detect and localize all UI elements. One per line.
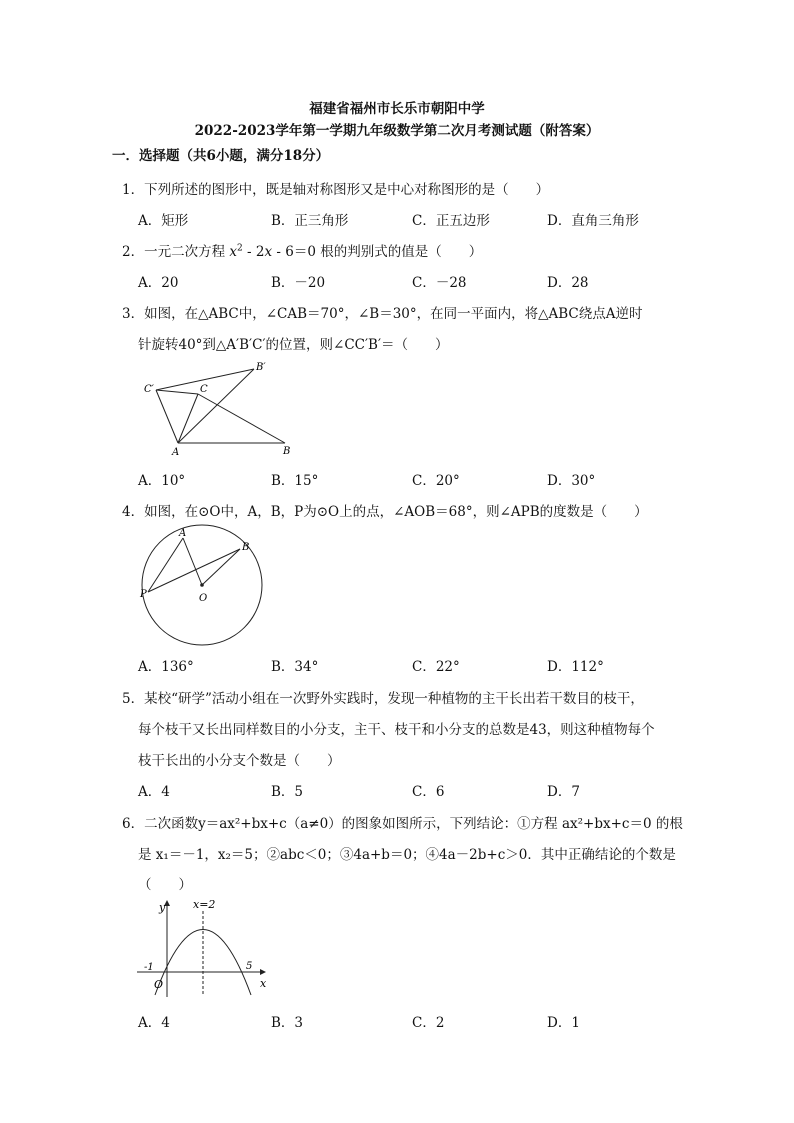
question-text: 如图，在△ABC中，∠CAB＝70°，∠B＝30°，在同一平面内，将△ABC绕点A逆时 xyxy=(144,306,643,322)
figure-parabola xyxy=(137,895,277,1000)
label-c: C xyxy=(200,384,208,395)
segment-cb xyxy=(198,394,285,443)
option-d: D．7 xyxy=(547,784,580,800)
question-number: 3． xyxy=(122,306,145,322)
option-c: C．2 xyxy=(412,1015,445,1031)
segment-ab-prime xyxy=(178,369,254,443)
question-4 xyxy=(122,500,648,520)
option-a: A．4 xyxy=(138,784,170,800)
question-text: 下列所述的图形中，既是轴对称图形又是中心对称图形的是（ ） xyxy=(144,182,550,198)
option-b: B．15° xyxy=(271,473,319,489)
question-2 xyxy=(122,240,482,260)
center-point xyxy=(200,583,204,587)
question-text: 如图，在⊙O中，A，B，P为⊙O上的点，∠AOB＝68°，则∠APB的度数是（ ） xyxy=(144,504,648,520)
option-d: D．1 xyxy=(547,1015,580,1031)
label-o: O xyxy=(199,593,208,604)
label-b: B xyxy=(242,542,250,553)
question-1 xyxy=(122,178,549,198)
option-d: D．30° xyxy=(547,473,596,489)
segment-cc-prime xyxy=(156,390,198,394)
exponent: 2 xyxy=(237,243,243,254)
option-b: B．3 xyxy=(271,1015,304,1031)
question-text-part: - 2 xyxy=(242,244,265,260)
label-5: 5 xyxy=(246,961,253,972)
label-a: A xyxy=(179,528,187,539)
option-c: C．正五边形 xyxy=(412,213,490,229)
title-line-1: 福建省福州市长乐市朝阳中学 xyxy=(309,101,485,117)
option-a: A．矩形 xyxy=(138,213,189,229)
question-text: 二次函数y＝ax²+bx+c（a≠0）的图象如图所示，下列结论：①方程 ax²+bx+c＝0 的根 xyxy=(144,816,683,832)
option-a: A．4 xyxy=(138,1015,170,1031)
label-x: x xyxy=(260,977,267,990)
option-a: A．10° xyxy=(138,473,186,489)
question-text-part: 一元二次方程 xyxy=(144,244,230,260)
question-number: 6． xyxy=(122,816,145,832)
question-5-line-3: 枝干长出的小分支个数是（ ） xyxy=(138,753,341,769)
question-3-line-1 xyxy=(122,302,643,322)
question-number: 2． xyxy=(122,244,145,260)
label-symmetry-axis: x=2 xyxy=(193,898,216,911)
label-a: A xyxy=(172,447,180,458)
label-neg1: -1 xyxy=(144,962,154,973)
option-b: B．正三角形 xyxy=(271,213,349,229)
option-c: C．20° xyxy=(412,473,460,489)
question-6-line-3: （ ） xyxy=(138,877,192,893)
question-number: 5． xyxy=(122,691,145,707)
question-number: 4． xyxy=(122,504,145,520)
option-c: C．－28 xyxy=(412,275,467,291)
question-5-line-2: 每个枝干又长出同样数目的小分支，主干、枝干和小分支的总数是43，则这种植物每个 xyxy=(138,722,655,738)
question-text-part: - 6＝0 根的判别式的值是（ ） xyxy=(272,244,483,260)
option-d: D．28 xyxy=(547,275,589,291)
question-text: 某校“研学”活动小组在一次野外实践时，发现一种植物的主干长出若干数目的枝干， xyxy=(144,691,644,707)
option-a: A．20 xyxy=(138,275,179,291)
option-c: C．22° xyxy=(412,659,460,675)
option-b: B．5 xyxy=(271,784,304,800)
question-3-line-2: 针旋转40°到△A′B′C′的位置，则∠CC′B′＝（ ） xyxy=(138,337,449,353)
variable-x: x xyxy=(229,244,238,260)
label-origin: O xyxy=(154,978,164,991)
question-5-line-1 xyxy=(122,687,644,707)
option-b: B．34° xyxy=(271,659,319,675)
figure-rotated-triangle xyxy=(140,358,300,458)
label-b: B xyxy=(283,446,291,457)
figure-circle xyxy=(138,525,268,655)
question-6-line-2: 是 x₁＝－1，x₂＝5；②abc＜0；③4a+b＝0；④4a－2b+c＞0．其中正确结论的个数是 xyxy=(138,847,676,863)
title-line-2: 2022-2023学年第一学期九年级数学第二次月考测试题（附答案） xyxy=(194,123,600,139)
segment-ob xyxy=(202,549,240,585)
label-c-prime: C′ xyxy=(144,384,154,395)
option-d: D．直角三角形 xyxy=(547,213,639,229)
question-6-line-1 xyxy=(122,812,683,832)
option-b: B．－20 xyxy=(271,275,326,291)
variable-x: x xyxy=(264,244,273,260)
segment-ac-prime xyxy=(156,390,178,443)
label-b-prime: B′ xyxy=(256,362,266,373)
option-a: A．136° xyxy=(138,659,194,675)
section-header: 一．选择题（共6小题，满分18分） xyxy=(112,148,330,164)
option-d: D．112° xyxy=(547,659,604,675)
segment-ac xyxy=(178,394,198,443)
label-y: y xyxy=(159,901,166,914)
label-p: P xyxy=(140,589,147,600)
question-number: 1． xyxy=(122,182,145,198)
option-c: C．6 xyxy=(412,784,445,800)
segment-oa xyxy=(183,538,202,585)
